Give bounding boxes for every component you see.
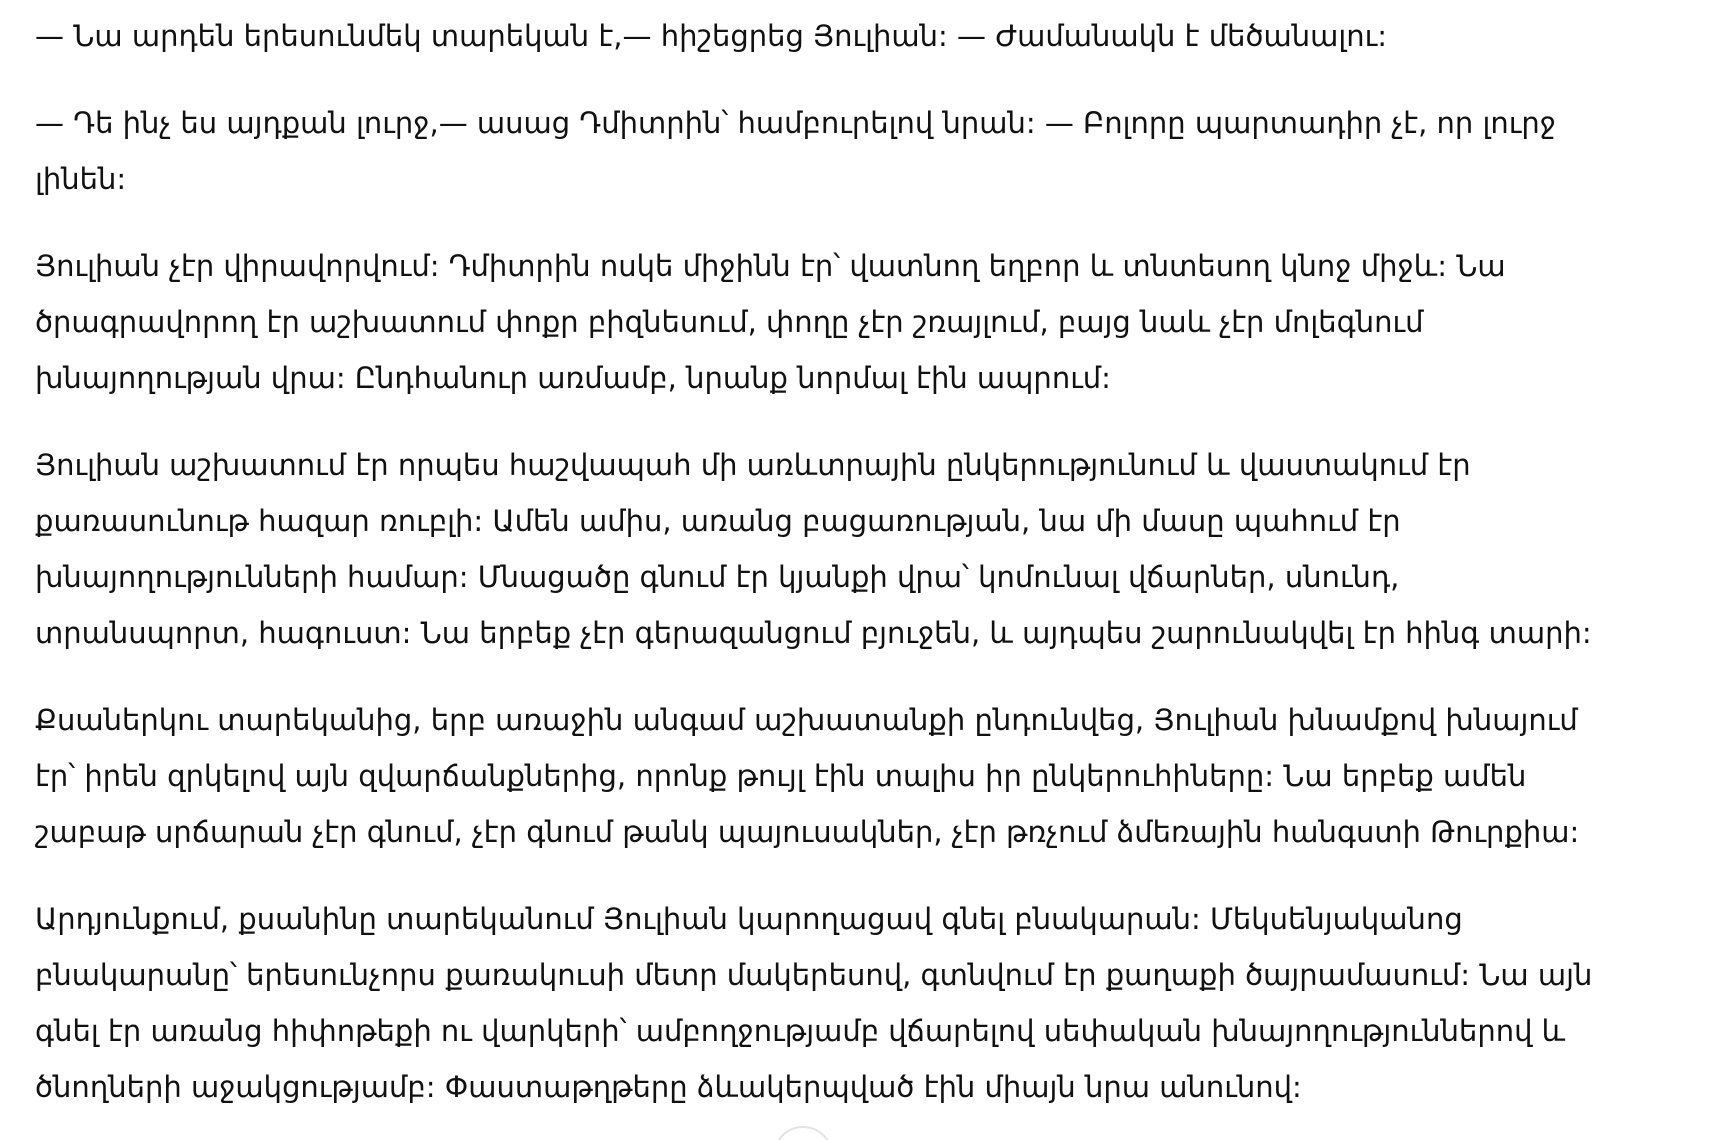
paragraph-4: Յուլիան աշխատում էր որպես հաշվապահ մի առևտրային ընկերությունում և վաստակում էր քառասունութ հազար ռուբլի: Ամեն ամիս, առանց բացառության, նա մի մասը պահում էր խնայողությունների համար: Մնացածը գնում էր կյանքի վրա՝ կոմունալ վճարներ, սնունդ, տրանսպորտ, հագուստ: Նա երբեք չէր գերազանցում բյուջեն, և այդպես շարունակվել էր հինգ տարի: xyxy=(35,448,1592,650)
paragraph-2: — Դե ինչ ես այդքան լուրջ,— ասաց Դմիտրին՝ համբուրելով նրան: — Բոլորը պարտադիր չէ, որ լուրջ լինեն: xyxy=(35,106,1556,196)
paragraph-1: — Նա արդեն երեսունմեկ տարեկան է,— հիշեցրեց Յուլիան: — Ժամանակն է մեծանալու: xyxy=(35,19,1388,53)
paragraph-3: Յուլիան չէր վիրավորվում: Դմիտրին ոսկե միջինն էր՝ վատնող եղբոր և տնտեսող կնոջ միջև: Նա ծրագրավորող էր աշխատում փոքր բիզնեսում, փողը չէր շռայլում, բայց նաև չէր մոլեգնում խնայողության վրա: Ընդհանուր առմամբ, նրանք նորմալ էին ապրում: xyxy=(35,249,1506,395)
article-body xyxy=(35,8,1675,1140)
paragraph-5: Քսաներկու տարեկանից, երբ առաջին անգամ աշխատանքի ընդունվեց, Յուլիան խնամքով խնայում էր՝ իրեն զրկելով այն զվարճանքներից, որոնք թույլ էին տալիս իր ընկերուհիները: Նա երբեք ամեն շաբաթ սրճարան չէր գնում, չէր գնում թանկ պայուսակներ, չէր թռչում ձմեռային հանգստի Թուրքիա: xyxy=(35,703,1580,849)
paragraph-6: Արդյունքում, քսանինը տարեկանում Յուլիան կարողացավ գնել բնակարան: Մեկսենյականոց բնակարանը՝ երեսունչորս քառակուսի մետր մակերեսով, գտնվում էր քաղաքի ծայրամասում: Նա այն գնել էր առանց հիփոթեքի ու վարկերի՝ ամբողջությամբ վճարելով սեփական խնայողություններով և ծնողների աջակցությամբ: Փաստաթղթերը ձևակերպված էին միայն նրա անունով: xyxy=(35,902,1593,1104)
